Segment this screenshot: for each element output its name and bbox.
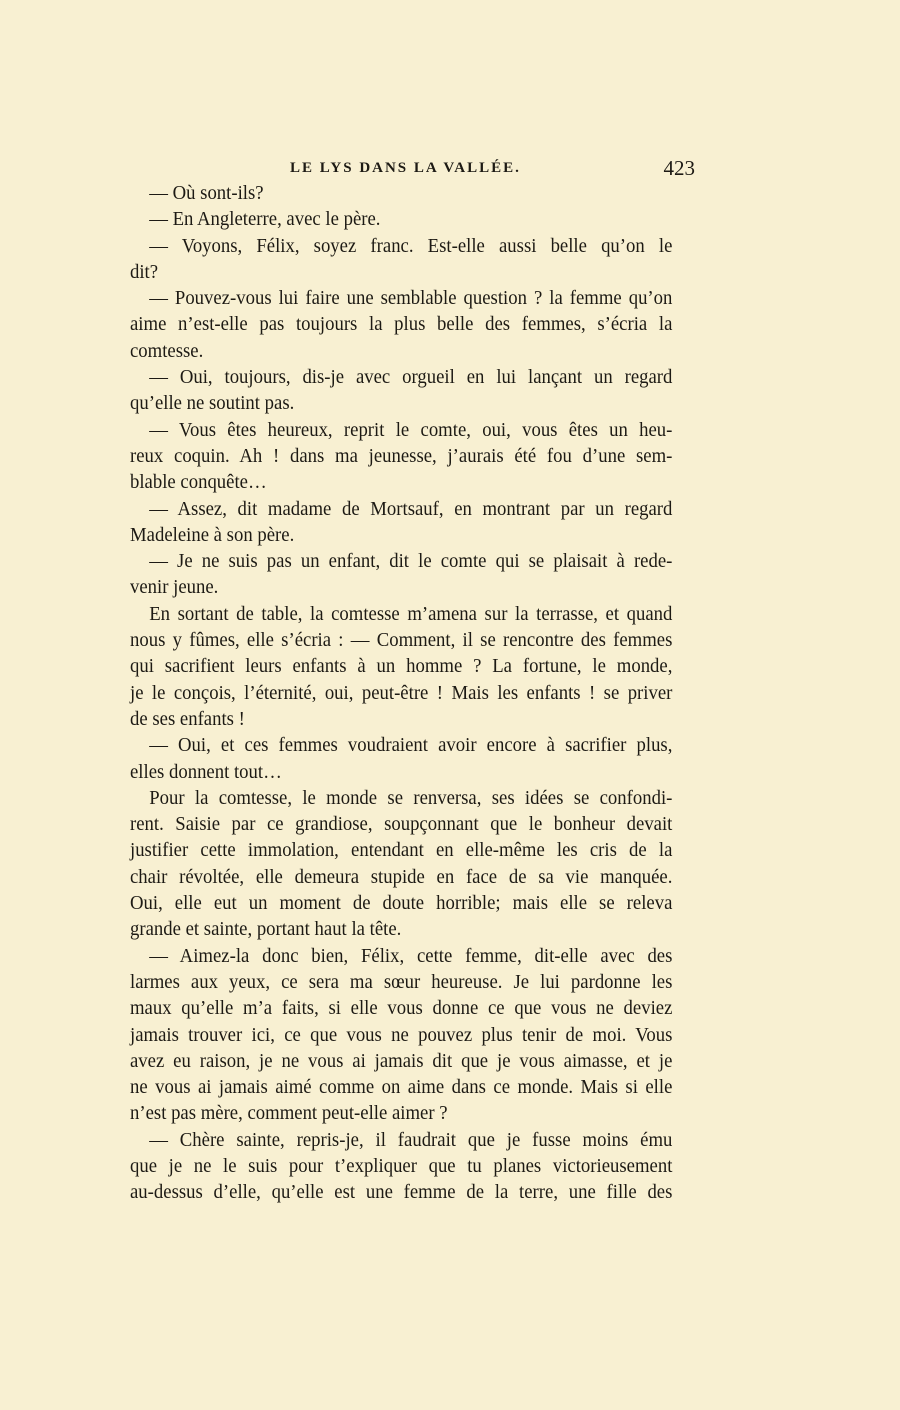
text-line: — Aimez-la donc bien, Félix, cette femme, dit-elle avec des [149, 945, 673, 967]
text-line: larmes aux yeux, ce sera ma sœur heureuse. Je lui pardonne les [130, 971, 673, 993]
text-line: dit? [130, 261, 159, 283]
text-line: Oui, elle eut un moment de doute horrible; mais elle se releva [130, 893, 673, 915]
running-title: LE LYS DANS LA VALLÉE. [290, 160, 521, 176]
page-body-text [130, 181, 695, 1207]
text-line: — Vous êtes heureux, reprit le comte, oui, vous êtes un heu- [149, 419, 673, 441]
text-line: — Où sont-ils? [149, 183, 264, 204]
text-line: Pour la comtesse, le monde se renversa, ses idées se confondi- [149, 787, 673, 809]
text-line: — En Angleterre, avec le père. [149, 209, 381, 231]
text-line: maux qu’elle m’a faits, si elle vous donne ce que vous ne deviez [130, 998, 673, 1020]
text-line: elles donnent tout… [130, 761, 282, 783]
text-line: je le conçois, l’éternité, oui, peut-être ! Mais les enfants ! se priver [130, 682, 673, 704]
text-line: que je ne le suis pour t’expliquer que tu planes victorieusement [130, 1155, 673, 1177]
text-line: chair révoltée, elle demeura stupide en face de sa vie manquée. [130, 866, 673, 888]
text-line: — Oui, et ces femmes voudraient avoir encore à sacrifier plus, [149, 735, 673, 757]
text-line: nous y fûmes, elle s’écria : — Comment, il se rencontre des femmes [130, 630, 673, 652]
text-line: qu’elle ne soutint pas. [130, 393, 295, 415]
text-line: — Voyons, Félix, soyez franc. Est-elle aussi belle qu’on le [149, 235, 673, 257]
text-line: jamais trouver ici, ce que vous ne pouvez plus tenir de moi. Vous [130, 1024, 673, 1046]
text-line: ne vous ai jamais aimé comme on aime dans ce monde. Mais si elle [130, 1077, 673, 1099]
text-line: — Chère sainte, repris-je, il faudrait que je fusse moins ému [149, 1129, 673, 1151]
text-line: au-dessus d’elle, qu’elle est une femme de la terre, une fille des [130, 1182, 673, 1204]
text-line: n’est pas mère, comment peut-elle aimer ? [130, 1103, 448, 1125]
text-line: justifier cette immolation, entendant en elle-même les cris de la [130, 840, 673, 862]
text-line: blable conquête… [130, 472, 267, 494]
text-line: — Assez, dit madame de Mortsauf, en montrant par un regard [149, 498, 673, 520]
text-line: aime n’est-elle pas toujours la plus belle des femmes, s’écria la [130, 314, 673, 336]
text-line: de ses enfants ! [130, 708, 245, 730]
text-line: En sortant de table, la comtesse m’amena sur la terrasse, et quand [149, 603, 673, 625]
text-line: reux coquin. Ah ! dans ma jeunesse, j’aurais été fou d’une sem- [130, 445, 673, 467]
text-line: avez eu raison, je ne vous ai jamais dit que je vous aimasse, et je [130, 1050, 673, 1072]
text-line: qui sacrifient leurs enfants à un homme ? La fortune, le monde, [130, 656, 673, 678]
running-header [130, 156, 695, 182]
text-line: venir jeune. [130, 577, 219, 599]
text-line: rent. Saisie par ce grandiose, soupçonnant que le bonheur devait [130, 814, 673, 836]
text-line: Madeleine à son père. [130, 524, 295, 546]
text-line: comtesse. [130, 340, 204, 362]
text-line: grande et sainte, portant haut la tête. [130, 919, 402, 941]
text-line: — Oui, toujours, dis-je avec orgueil en lui lançant un regard [149, 367, 673, 389]
text-line: — Je ne suis pas un enfant, dit le comte qui se plaisait à rede- [149, 551, 673, 573]
text-line: — Pouvez-vous lui faire une semblable question ? la femme qu’on [149, 288, 673, 310]
page-number: 423 [663, 156, 695, 180]
